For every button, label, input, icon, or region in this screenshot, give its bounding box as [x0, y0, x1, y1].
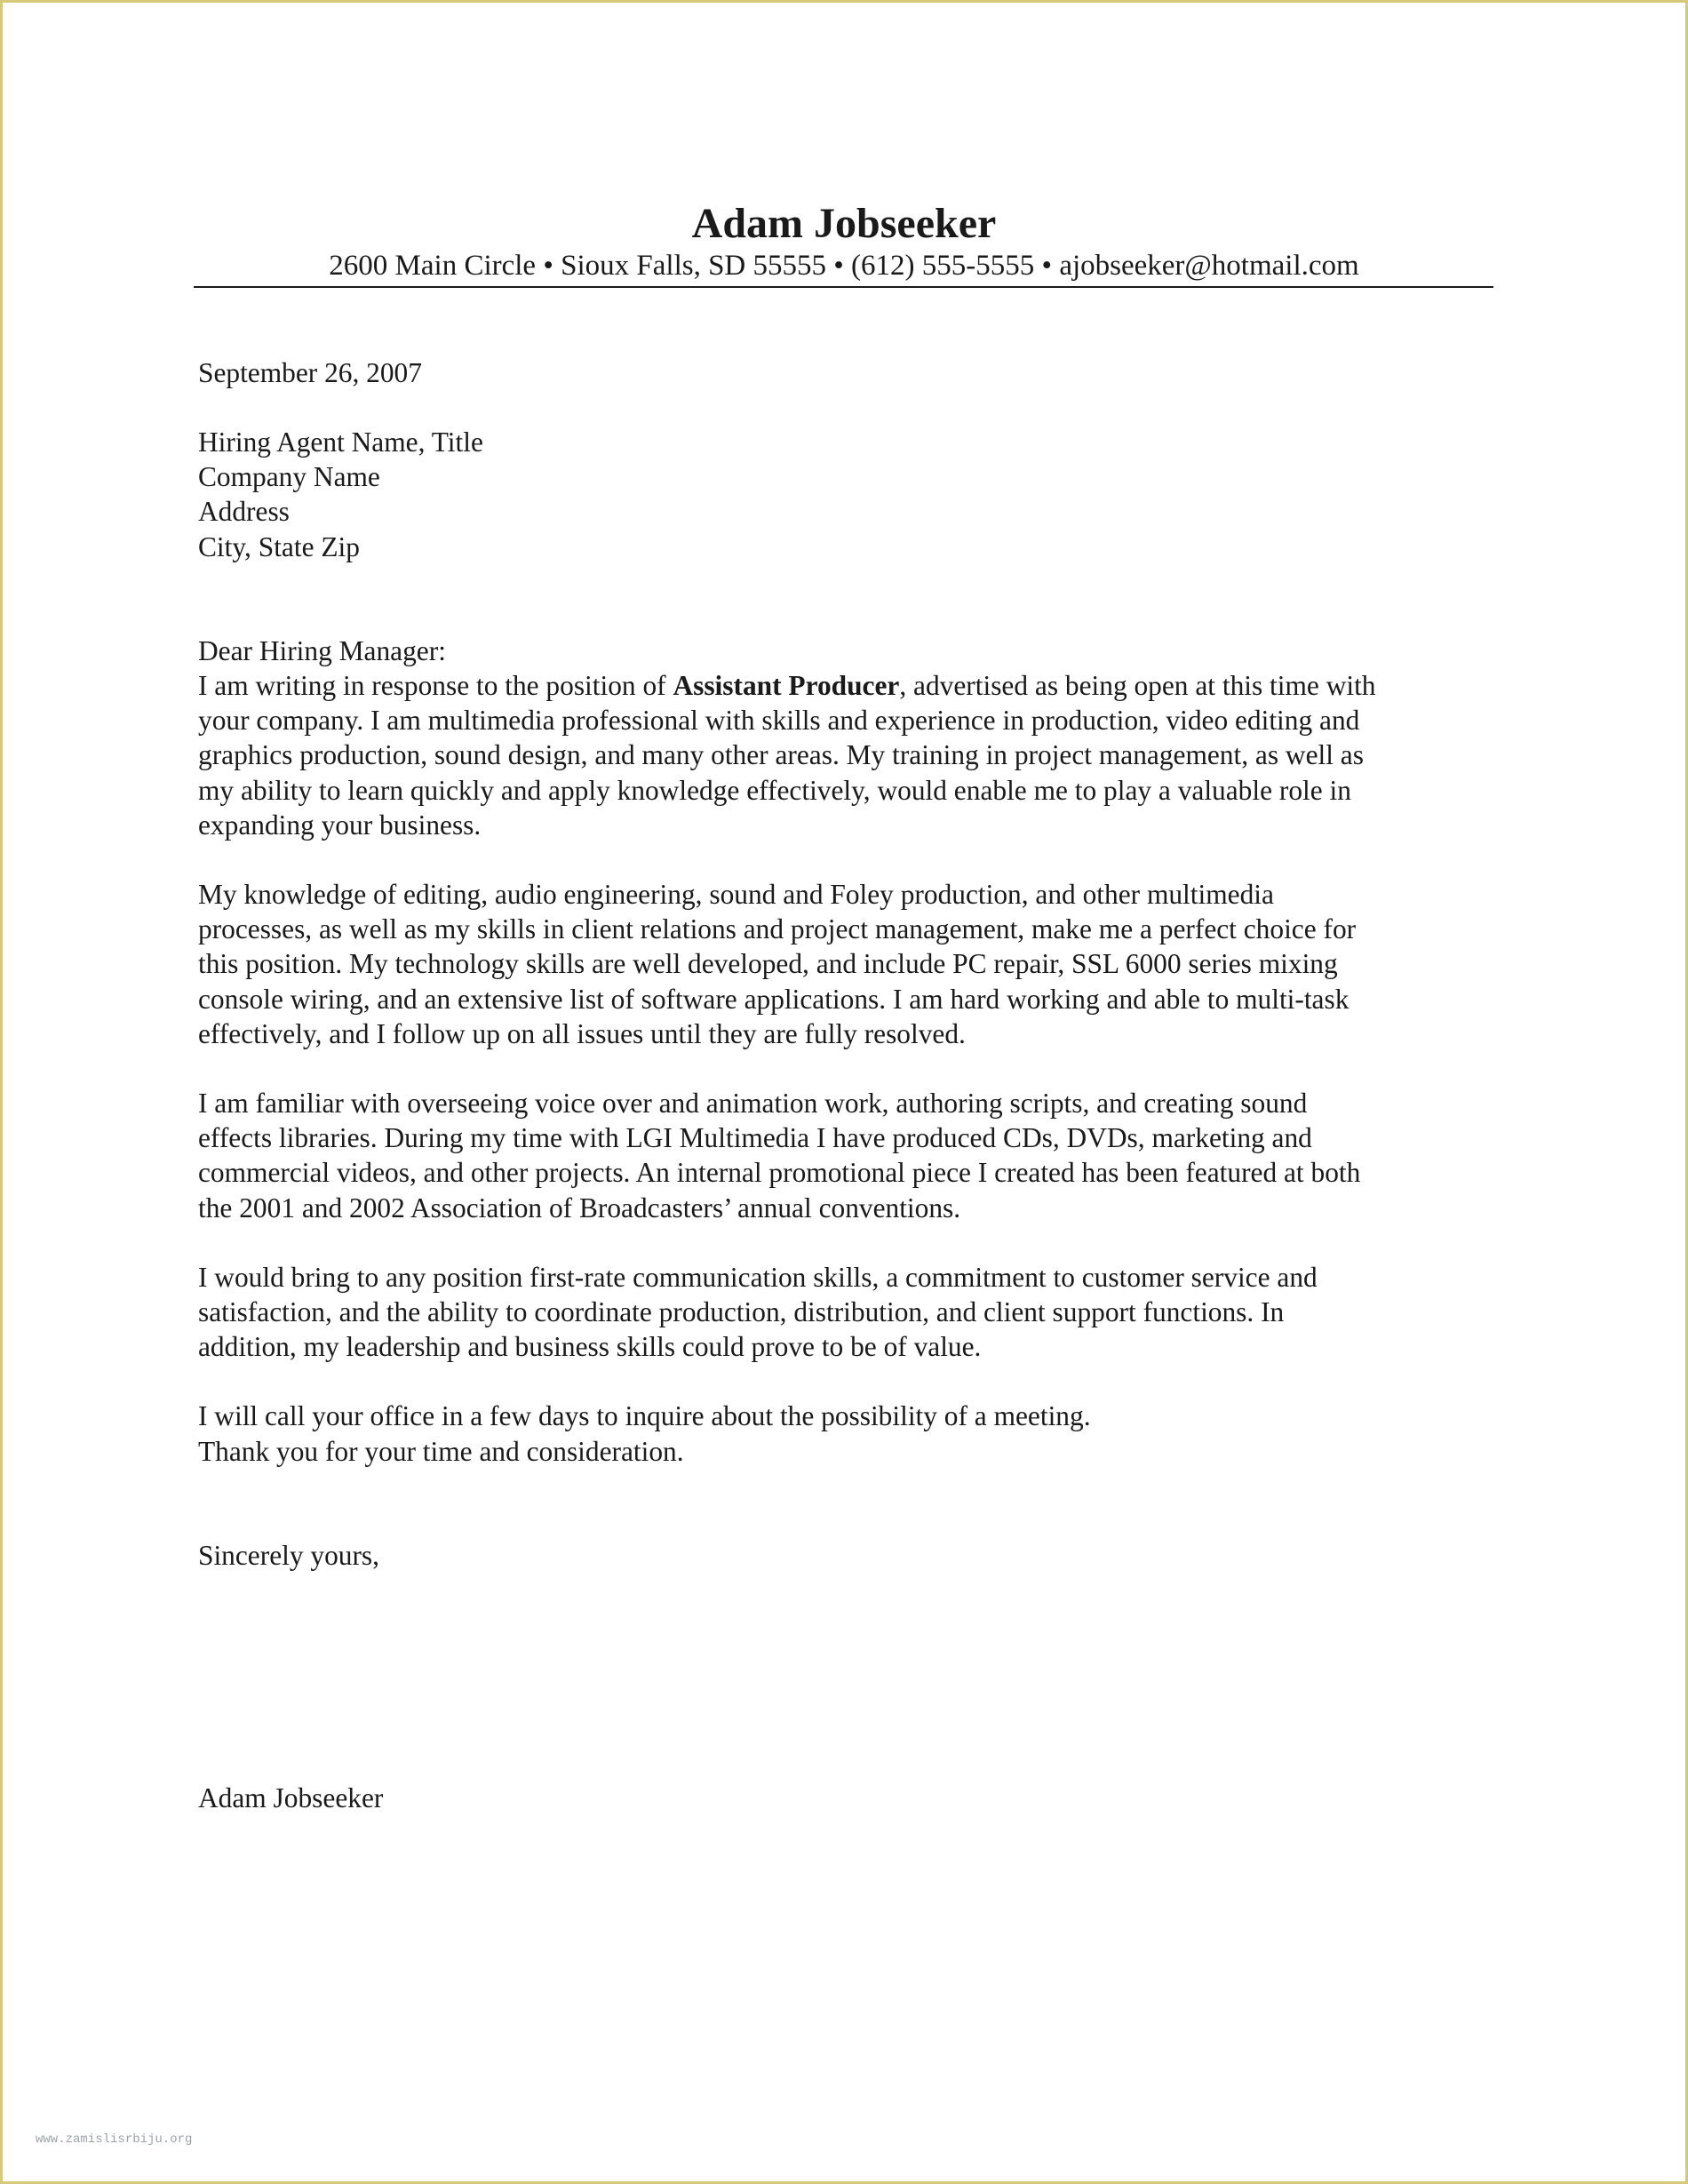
paragraph-line: effectively, and I follow up on all issues until they are fully resolved. — [198, 1017, 966, 1049]
paragraph-line: this position. My technology skills are well developed, and include PC repair, SSL 6000 series mixing — [198, 948, 1338, 980]
header-rule — [194, 286, 1493, 288]
paragraph-6: Thank you for your time and consideration. — [198, 1435, 684, 1467]
closing: Sincerely yours, — [198, 1539, 379, 1571]
text-run: , advertised as being open at this time with — [899, 670, 1376, 702]
paragraph-line: addition, my leadership and business skills could prove to be of value. — [198, 1331, 982, 1363]
sender-name: Adam Jobseeker — [691, 200, 997, 247]
paragraph-4 — [198, 1260, 1504, 1365]
paragraph-line: the 2001 and 2002 Association of Broadcasters’ annual conventions. — [198, 1192, 961, 1224]
paragraph-line: console wiring, and an extensive list of software applications. I am hard working and able to multi-task — [198, 983, 1350, 1015]
letter-date: September 26, 2007 — [198, 357, 422, 388]
paragraph-line: processes, as well as my skills in client relations and project management, make me a perfect choice for — [198, 913, 1357, 945]
spacer — [198, 1469, 1504, 1538]
letter-body — [198, 355, 1504, 1815]
signature-name: Adam Jobseeker — [198, 1782, 384, 1814]
paragraph-line: expanding your business. — [198, 809, 482, 841]
position-title: Assistant Producer — [673, 670, 900, 702]
spacer — [198, 564, 1504, 634]
recipient-line: Address — [198, 496, 290, 528]
recipient-block — [198, 425, 1504, 564]
paragraph-line: your company. I am multimedia professional with skills and experience in production, video editing and — [198, 705, 1360, 737]
salutation: Dear Hiring Manager: — [198, 634, 446, 666]
paragraph-2 — [198, 877, 1504, 1051]
paragraph-line: effects libraries. During my time with LGI Multimedia I have produced CDs, DVDs, marketing and — [198, 1122, 1312, 1154]
sender-contact-line: 2600 Main Circle • Sioux Falls, SD 55555 • (612) 555-5555 • ajobseeker@hotmail.com — [329, 250, 1359, 282]
watermark-text: www.zamislisrbiju.org — [36, 2132, 193, 2147]
paragraph-5: I will call your office in a few days to inquire about the possibility of a meeting. — [198, 1400, 1091, 1432]
paragraph-line: My knowledge of editing, audio engineering, sound and Foley production, and other multimedia — [198, 879, 1274, 911]
paragraph-line: graphics production, sound design, and many other areas. My training in project management, as well as — [198, 739, 1364, 771]
signature-space — [198, 1573, 1504, 1781]
paragraph-line: satisfaction, and the ability to coordinate production, distribution, and client support functions. In — [198, 1296, 1285, 1328]
paragraph-line: I would bring to any position first-rate communication skills, a commitment to customer service and — [198, 1261, 1318, 1293]
recipient-line: Hiring Agent Name, Title — [198, 426, 483, 458]
paragraph-3 — [198, 1086, 1504, 1225]
paragraph-line: I am familiar with overseeing voice over and animation work, authoring scripts, and creating sound — [198, 1088, 1308, 1120]
text-run: I am writing in response to the position of — [198, 670, 673, 702]
paragraph-1 — [198, 668, 1504, 842]
recipient-line: Company Name — [198, 461, 380, 493]
spacer — [198, 390, 1504, 425]
paragraph-line: my ability to learn quickly and apply knowledge effectively, would enable me to play a valuable role in — [198, 774, 1351, 806]
recipient-line: City, State Zip — [198, 530, 360, 562]
paragraph-line: commercial videos, and other projects. An internal promotional piece I created has been featured at both — [198, 1157, 1361, 1189]
paragraph-line — [198, 668, 1504, 703]
